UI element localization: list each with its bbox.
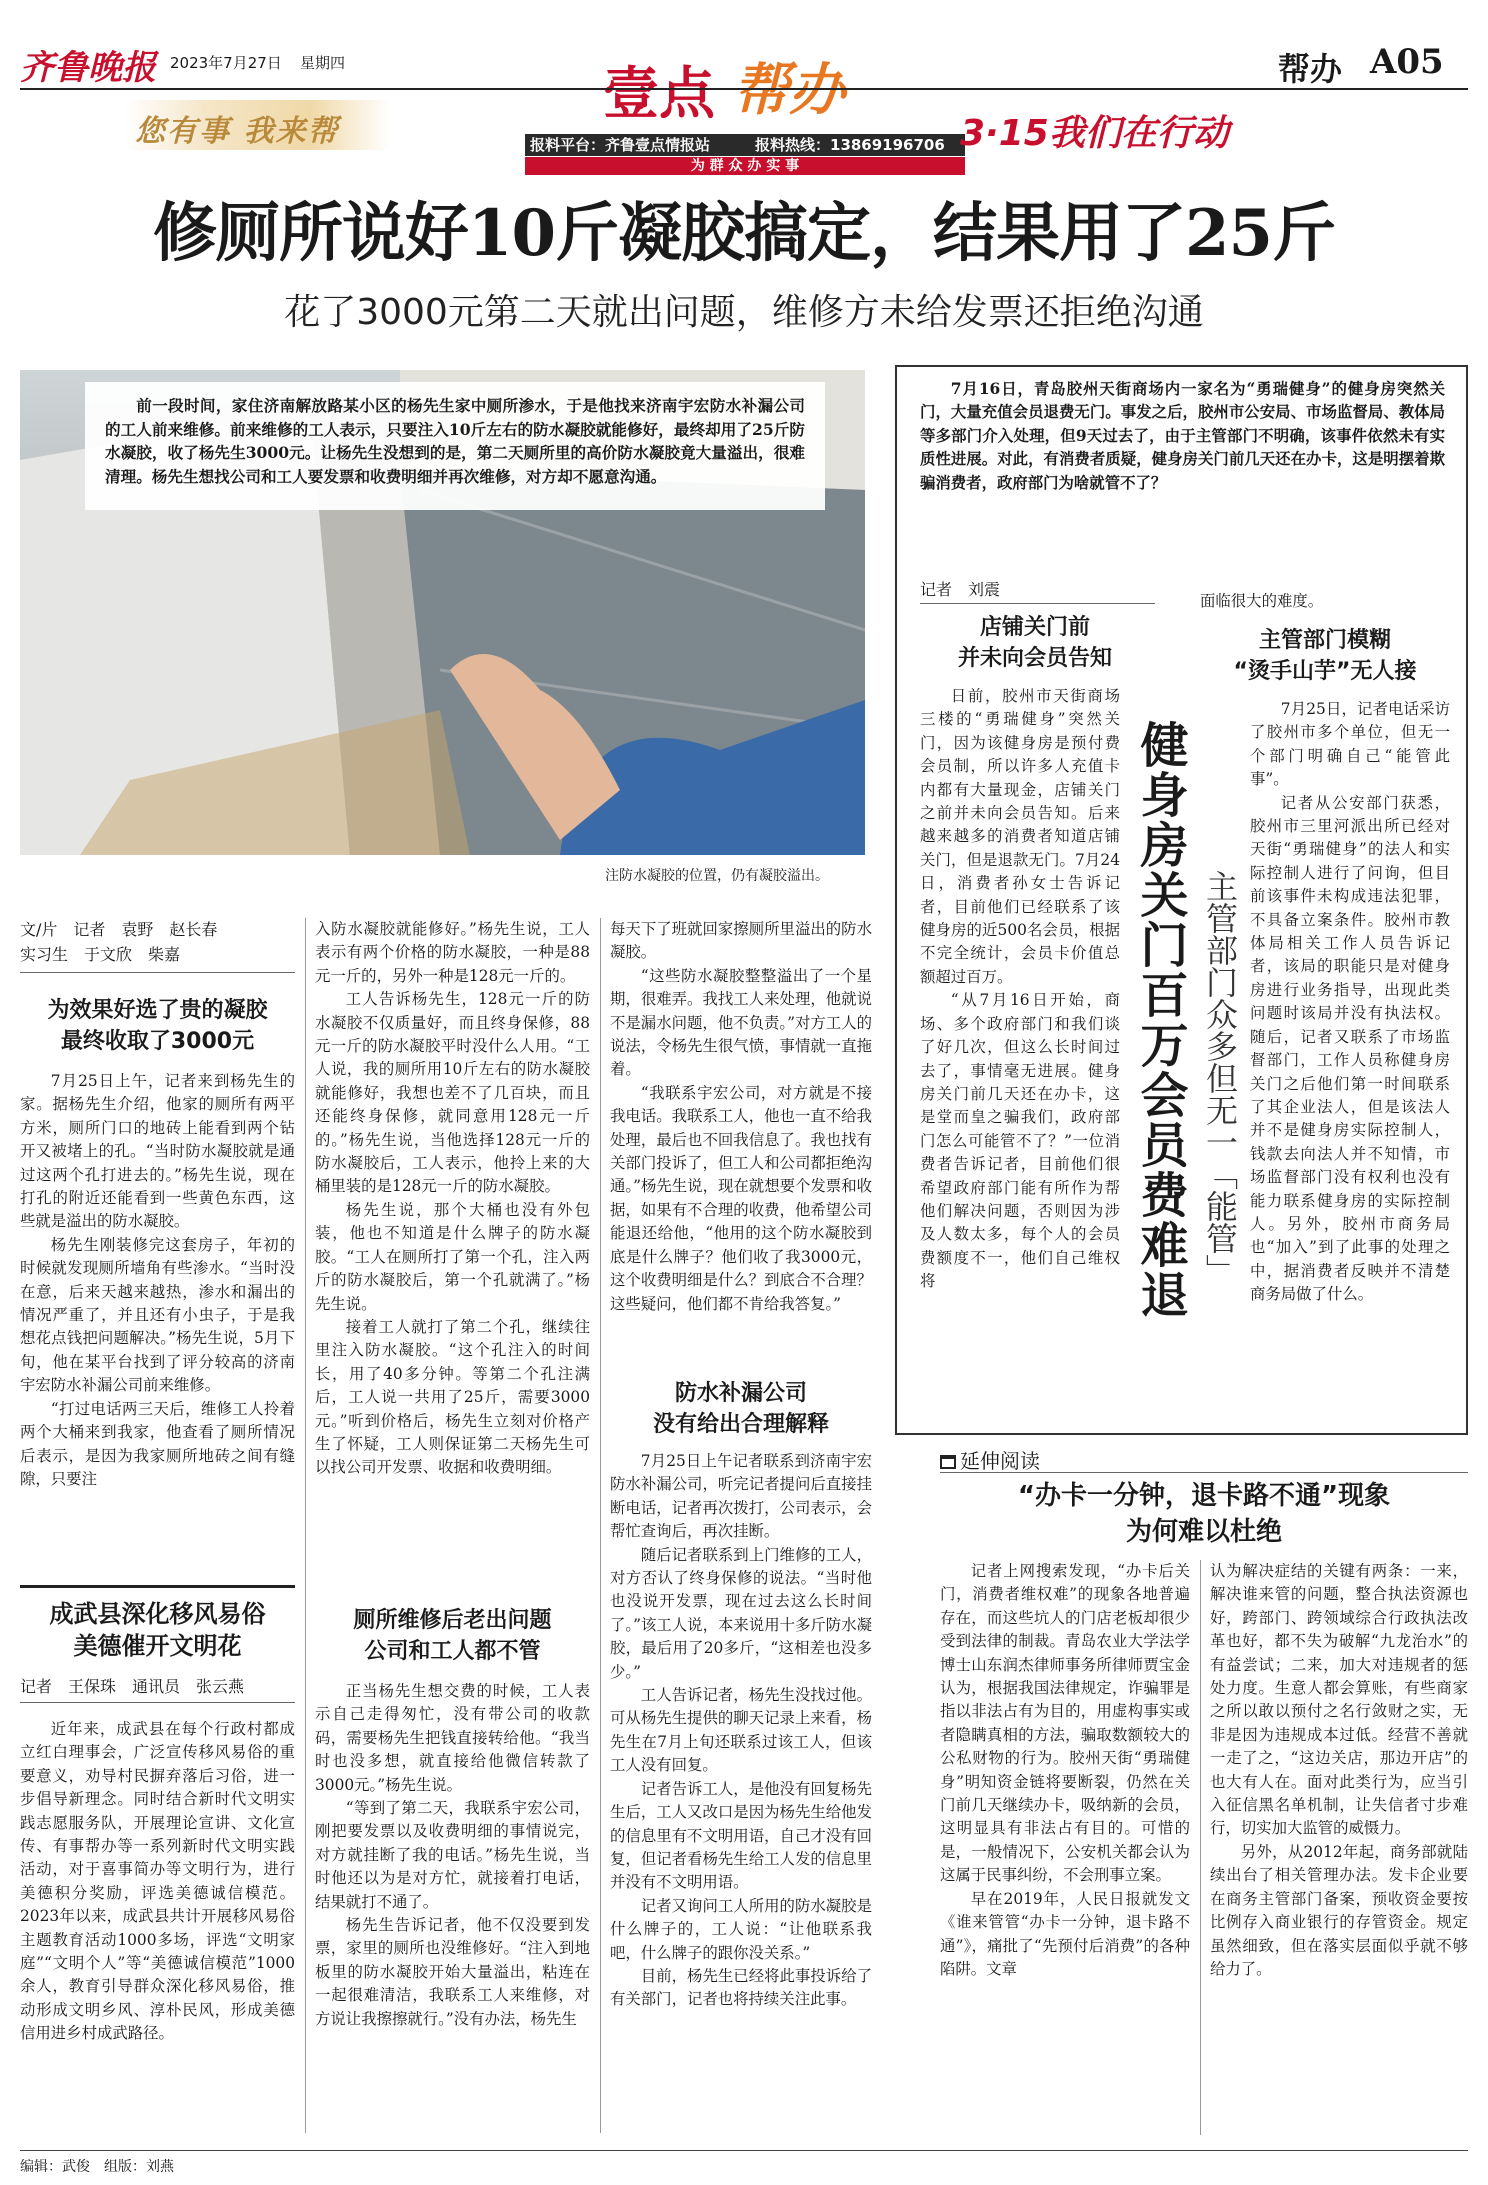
- extended-column-2: [1210, 1560, 1468, 2135]
- page-number: A05: [1370, 42, 1444, 82]
- photo-caption: 注防水凝胶的位置，仍有凝胶溢出。: [605, 868, 829, 884]
- footer-credits: 编辑：武俊 组版：刘燕: [20, 2159, 174, 2175]
- lead-box: [85, 382, 825, 510]
- paragraph: 入防水凝胶就能修好。”杨先生说，工人表示有两个价格的防水凝胶，一种是88元一斤的，另外一种是128元一斤的。: [315, 920, 590, 985]
- section-title-3: [610, 1378, 872, 1440]
- right-section-title-2-line2: “烫手山芋”无人接: [1233, 659, 1417, 684]
- side-news-byline-rule: [20, 1702, 295, 1703]
- paragraph: 目前，杨先生已经将此事投诉给了有关部门，记者也将持续关注此事。: [610, 1966, 872, 2009]
- paragraph: 7月25日上午，记者来到杨先生的家。据杨先生介绍，他家的厕所有两平方米，厕所门口的地砖上能看到两个钻开又被堵上的孔。“当时防水凝胶就是通过这两个孔打进去的。”杨先生说，现在打孔的附近还能看到一些黄色东西，这些就是溢出的防水凝胶。: [20, 1072, 295, 1231]
- byline-reporters: 文/片 记者 袁野 赵长春: [20, 920, 218, 939]
- paper-logo: 齐鲁晚报: [20, 48, 156, 88]
- column-2a: [315, 918, 590, 1598]
- section-title-3-line2: 没有给出合理解释: [652, 1412, 829, 1437]
- right-section-title-1-line1: 店铺关门前: [979, 615, 1090, 640]
- paragraph: “打过电话两三天后，维修工人拎着两个大桶来到我家，他查看了厕所情况后表示，是因为我家厕所地砖之间有缝隙，只要注: [20, 1399, 295, 1488]
- section-name: 帮办: [1278, 50, 1343, 88]
- logo-bangban: 帮办: [733, 58, 845, 123]
- sub-headline: 花了3000元第二天就出问题，维修方未给发票还拒绝沟通: [284, 292, 1204, 333]
- issue-date: 2023年7月27日: [170, 54, 282, 72]
- masthead-rule: [20, 88, 1468, 90]
- paragraph: “等到了第二天，我联系宇宏公司，刚把要发票以及收费明细的事情说完，对方就挂断了我的电话。”杨先生说，当时他还以为是对方忙，就接着打电话，结果就打不通了。: [315, 1799, 590, 1911]
- column-divider: [1200, 1560, 1201, 2135]
- right-section-title-2-line1: 主管部门模糊: [1258, 628, 1391, 653]
- right-lead-text: 7月16日，青岛胶州天街商场内一家名为“勇瑞健身”的健身房突然关门，大量充值会员退费无门。事发之后，胶州市公安局、市场监督局、教体局等多部门介入处理，但9天过去了，由于主管部门不明确，该事件依然未有实质性进展。对此，有消费者质疑，健身房关门前几天还在办卡，这是明摆着欺骗消费者，政府部门为啥就管不了？: [920, 380, 1445, 492]
- byline-interns: 实习生 于文欣 柴嘉: [20, 945, 181, 964]
- paragraph: 面临很大的难度。: [1200, 592, 1324, 610]
- side-news-body: [20, 1718, 295, 2133]
- section-title-2: [315, 1605, 590, 1667]
- masthead: [0, 0, 1488, 175]
- right-column-1: [920, 685, 1120, 1430]
- article-photo: [20, 370, 865, 855]
- report-platform: 报料平台：齐鲁壹点情报站: [530, 136, 711, 154]
- section-title-1-line1: 为效果好选了贵的凝胶: [47, 998, 268, 1023]
- reading-icon: [940, 1455, 956, 1469]
- section-title-3-line1: 防水补漏公司: [674, 1381, 807, 1406]
- yidian-logo: [603, 50, 863, 140]
- column-3b: [610, 1450, 872, 2135]
- byline-rule: [20, 972, 295, 973]
- right-vertical-subtitle: 主管部门众多但无一「能管」: [1201, 870, 1239, 1286]
- column-divider: [600, 918, 601, 2133]
- paragraph: 记者又询问工人所用的防水凝胶是什么牌子的，工人说：“让他联系我吧，什么牌子的跟你没关系。”: [610, 1896, 872, 1962]
- paragraph: 记者上网搜索发现，“办卡后关门，消费者维权难”的现象各地普遍存在，而这些坑人的门店老板却很少受到法律的制裁。青岛农业大学法学博士山东润杰律师事务所律师贾宝金认为，根据我国法律规定，诈骗罪是指以非法占有为目的，用虚构事实或者隐瞒真相的方法，骗取数额较大的公私财物的行为。胶州天街“勇瑞健身”明知资金链将要断裂，仍然在关门前几天继续办卡，吸纳新的会员，这明显具有非法占有目的。可惜的是，一般情况下，公安机关都会认为这属于民事纠纷，不会刑事立案。: [940, 1562, 1190, 1885]
- logo-yidian: 壹点: [603, 62, 715, 127]
- paragraph: 工人告诉杨先生，128元一斤的防水凝胶不仅质量好，而且终身保修，88元一斤的防水凝胶平时没什么人用。“工人说，我的厕所用10斤左右的防水凝胶就能修好，我想也差不了几百块，而且还能终身保修，就同意用128元一斤的。”杨先生说，当他选择128元一斤的防水凝胶后，工人表示，他拎上来的大桶里装的是128元一斤的防水凝胶。: [315, 990, 590, 1196]
- paragraph: 正当杨先生想交费的时候，工人表示自己走得匆忙，没有带公司的收款码，需要杨先生把钱直接转给他。“我当时也没多想，就直接给他微信转款了3000元。”杨先生说。: [315, 1682, 590, 1794]
- right-column-2: [1250, 698, 1450, 1428]
- paragraph: “我联系宇宏公司，对方就是不接我电话。我联系工人，他也一直不给我处理，最后也不回我信息了。我也找有关部门投诉了，但工人和公司都拒绝沟通。”杨先生说，现在就想要个发票和收据，如果有不合理的收费，他希望公司能退还给他，“他用的这个防水凝胶到底是什么牌子？他们收了我3000元，这个收费明细是什么？到底合不合理？这些疑问，他们都不肯给我答复。”: [610, 1083, 872, 1313]
- side-news-title-line2: 美德催开文明花: [73, 1632, 242, 1660]
- slogan: 您有事 我来帮: [135, 114, 340, 149]
- right-section-title-1-line2: 并未向会员告知: [957, 646, 1112, 671]
- issue-weekday: 星期四: [300, 54, 346, 72]
- column-3a: [610, 918, 872, 1370]
- paragraph: 记者从公安部门获悉，胶州市三里河派出所已经对天街“勇瑞健身”的法人和实际控制人进行了问询，但目前该事件未构成违法犯罪，不具备立案条件。胶州市教体局相关工作人员告诉记者，该局的职能只是对健身房进行业务指导，出现此类问题时该局并没有执法权。随后，记者又联系了市场监督部门，工作人员称健身房关门之后他们第一时间联系了其企业法人，但是该法人并不是健身房实际控制人，钱款去向法人并不知情，市场监督部门没有权利也没有能力联系健身房的实际控制人。另外，胶州市商务局也“加入”到了此事的处理之中，据消费者反映并不清楚商务局做了什么。: [1250, 793, 1450, 1304]
- paragraph: 认为解决症结的关键有两条：一来，解决谁来管的问题，整合执法资源也好，跨部门、跨领域综合行政执法改革也好，都不失为破解“九龙治水”的有益尝试；二来，加大对违规者的惩处力度。生意人都会算账，有些商家之所以敢以预付之名行敛财之实，无非是因为违规成本过低。经营不善就一走了之，“这边关店，那边开店”的也大有人在。面对此类行为，应当引入征信黑名单机制，让失信者寸步难行，切实加大监管的威慑力。: [1210, 1562, 1468, 1838]
- paragraph: 接着工人就打了第二个孔，继续往里注入防水凝胶。“这个孔注入的时间长，用了40多分钟。等第二个孔注满后，工人说一共用了25斤，需要3000元。”听到价格后，杨先生立刻对价格产生了怀疑，工人则保证第二天杨先生可以找公司开发票、收据和收费明细。: [315, 1317, 590, 1477]
- paragraph: 7月25日上午记者联系到济南宇宏防水补漏公司，听完记者提问后直接挂断电话，记者再次拨打，公司表示，会帮忙查询后，再次挂断。: [610, 1452, 872, 1541]
- side-news-title: [20, 1598, 295, 1662]
- right-byline-rule: [920, 603, 1155, 604]
- extended-column-1: [940, 1560, 1190, 2135]
- side-news-rule: [20, 1585, 295, 1588]
- main-headline: 修厕所说好10斤凝胶搞定，结果用了25斤: [152, 196, 1336, 271]
- footer-rule: [20, 2150, 1468, 2151]
- side-news-byline: 记者 王保珠 通讯员 张云燕: [20, 1677, 245, 1696]
- paragraph: 近年来，成武县在每个行政村都成立红白理事会，广泛宣传移风易俗的重要意义，劝导村民摒弃落后习俗，进一步倡导新理念。同时结合新时代文明实践志愿服务队，开展理论宣讲、文化宣传、有事帮办等一系列新时代文明实践活动，对于喜事简办等文明行为，进行美德积分奖励，评选美德诚信模范。2023年以来，成武县共计开展移风易俗主题教育活动1000多场，评选“文明家庭”“文明个人”等“美德诚信模范”1000余人，教育引导群众深化移风易俗，推动形成文明乡风、淳朴民风，形成美德信用进乡村成武路径。: [20, 1720, 295, 2043]
- right-section-title-1: [915, 612, 1155, 674]
- campaign-title: 3·15我们在行动: [960, 113, 1229, 154]
- paragraph: 7月25日，记者电话采访了胶州市多个单位，但无一个部门明确自己“能管此事”。: [1250, 700, 1450, 789]
- column-divider: [305, 918, 306, 2133]
- right-section-title-2: [1200, 625, 1450, 687]
- lead-text: 前一段时间，家住济南解放路某小区的杨先生家中厕所渗水，于是他找来济南宇宏防水补漏公司的工人前来维修。前来维修的工人表示，只要注入10斤左右的防水凝胶就能修好，最终却用了25斤防水凝胶，收了杨先生3000元。让杨先生没想到的是，第二天厕所里的高价防水凝胶竟大量溢出，很难清理。杨先生想找公司和工人要发票和收费明细并再次维修，对方却不愿意沟通。: [105, 396, 805, 486]
- right-column-2-top: [1200, 590, 1450, 616]
- paragraph: 随后记者联系到上门维修的工人，对方否认了终身保修的说法。“当时他也没说开发票，现在过去这么长时间了。”该工人说，本来说用十多斤防水凝胶，最后用了20多斤，“这相差也没多少。”: [610, 1545, 872, 1681]
- section-title-1-line2: 最终收取了3000元: [60, 1029, 255, 1054]
- right-lead: [920, 378, 1445, 568]
- paragraph: 杨先生告诉记者，他不仅没要到发票，家里的厕所也没维修好。“注入到地板里的防水凝胶开始大量溢出，粘连在一起很难清洁，我联系工人来维修，对方说让我擦擦就行。”没有办法，杨先生: [315, 1916, 590, 2028]
- paragraph: 每天下了班就回家擦厕所里溢出的防水凝胶。: [610, 920, 872, 962]
- right-byline: 记者 刘震: [920, 580, 1001, 599]
- right-vertical-title: 健身房关门百万会员费难退: [1132, 720, 1188, 1320]
- extended-title-line1: “办卡一分钟，退卡路不通”现象: [1017, 1481, 1391, 1511]
- section-title-2-line2: 公司和工人都不管: [364, 1639, 541, 1664]
- column-1: [20, 1070, 295, 1570]
- paragraph: 记者告诉工人，是他没有回复杨先生后，工人又改口是因为杨先生给他发的信息里有不文明用语，自己才没有回复，但记者看杨先生给工人发的信息里并没有不文明用语。: [610, 1779, 872, 1892]
- column-2b: [315, 1680, 590, 2135]
- paragraph: “从7月16日开始，商场、多个政府部门和我们谈了好几次，但这么长时间过去了，事情毫无进展。健身房关门前几天还在办卡，这是堂而皇之骗我们，政府部门怎么可能管不了？”一位消费者告诉记者，目前他们很希望政府部门能有所作为帮他们解决问题，否则因为涉及人数太多，每个人的会员费额度不一，他们自己维权将: [920, 991, 1120, 1291]
- extended-reading-label: [940, 1445, 1040, 1474]
- extended-title-line2: 为何难以杜绝: [1125, 1517, 1282, 1547]
- paragraph: 杨先生刚装修完这套房子，年初的时候就发现厕所墙角有些渗水。“当时没在意，后来天越来越热，渗水和漏出的情况严重了，并且还有小虫子，于是我想花点钱把问题解决。”杨先生说，5月下旬，他在某平台找到了评分较高的济南宇宏防水补漏公司前来维修。: [20, 1235, 295, 1395]
- extended-reading-text: 延伸阅读: [960, 1449, 1040, 1473]
- paragraph: 杨先生说，那个大桶也没有外包装，他也不知道是什么牌子的防水凝胶。“工人在厕所打了第一个孔，注入两斤的防水凝胶后，第一个孔就满了。”杨先生说。: [315, 1200, 590, 1313]
- paragraph: 早在2019年，人民日报就发文《谁来管管“办卡一分钟，退卡路不通”》，痛批了“先预付后消费”的各种陷阱。文章: [940, 1889, 1190, 1978]
- side-news-title-line1: 成武县深化移风易俗: [49, 1600, 266, 1628]
- section-title-1: [20, 995, 295, 1057]
- report-hotline: 报料热线：13869196706: [755, 136, 945, 154]
- paragraph: 日前，胶州市天街商场三楼的“勇瑞健身”突然关门，因为该健身房是预付费会员制，所以许多人充值卡内都有大量现金，店铺关门之前并未向会员告知。后来越来越多的消费者知道店铺关门，但是退款无门。7月24日，消费者孙女士告诉记者，目前他们已经联系了该健身房的近500名会员，根据不完全统计，会员卡价值总额超过百万。: [920, 687, 1120, 986]
- extended-title: [940, 1478, 1468, 1550]
- paragraph: 工人告诉记者，杨先生没找过他。可从杨先生提供的聊天记录上来看，杨先生在7月上旬还联系过该工人，但该工人没有回复。: [610, 1686, 872, 1775]
- paragraph: “这些防水凝胶整整溢出了一个星期，很难弄。我找工人来处理，他就说不是漏水问题，他不负责。”对方工人的说法，令杨先生很气愤，事情就一直拖着。: [610, 966, 872, 1079]
- motto: 为 群 众 办 实 事: [690, 158, 800, 174]
- extended-reading-rule: [940, 1472, 1468, 1473]
- section-title-2-line1: 厕所维修后老出问题: [353, 1608, 552, 1633]
- paragraph: 另外，从2012年起，商务部就陆续出台了相关管理办法。发卡企业要在商务主管部门备案，预收资金要按比例存入商业银行的存管资金。规定虽然细致，但在落实层面似乎就不够给力了。: [1210, 1842, 1468, 1978]
